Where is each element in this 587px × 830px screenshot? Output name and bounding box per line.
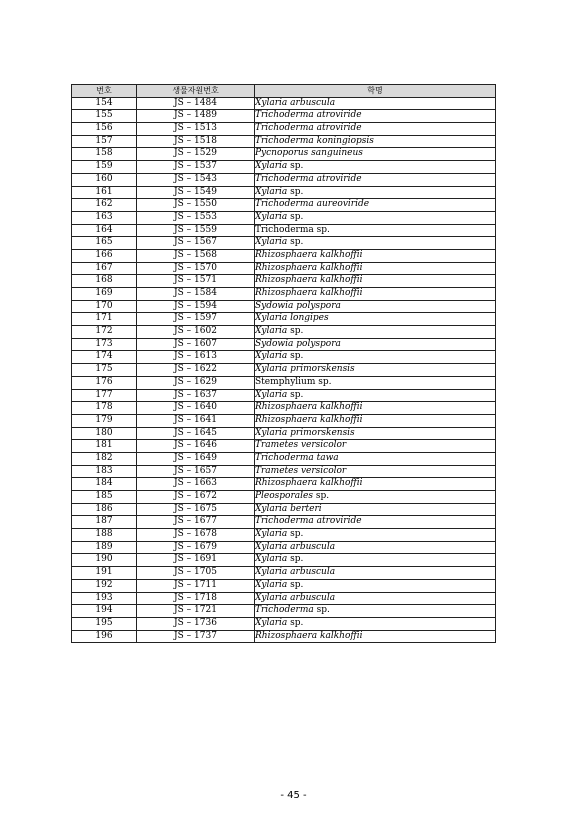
table-row [72,414,496,427]
scientific-name [255,465,496,478]
species-epithet: sp. [290,186,304,197]
table-row [72,503,496,516]
table-row [72,288,496,301]
bioresource-id: JS – 1537 [137,161,255,174]
species-epithet: arbuscula [290,541,336,552]
species-epithet: sp. [290,326,304,337]
bioresource-id: JS – 1529 [137,148,255,161]
bioresource-id: JS – 1637 [137,389,255,402]
genus-name: Xylaria [255,617,288,628]
row-number: 158 [72,148,137,161]
table-row [72,249,496,262]
row-number: 161 [72,186,137,199]
table-row [72,211,496,224]
genus-name: Trichoderma [255,173,314,184]
table-row [72,123,496,136]
species-epithet: kalkhoffii [320,630,363,641]
scientific-name [255,541,496,554]
row-number: 169 [72,288,137,301]
bioresource-id: JS – 1737 [137,630,255,643]
species-epithet: sp. [290,579,304,590]
genus-name: Rhizosphaera [255,402,318,413]
row-number: 163 [72,211,137,224]
table-row [72,148,496,161]
species-epithet: aureoviride [316,199,370,210]
header-number: 번호 [72,85,137,98]
table-row [72,427,496,440]
row-number: 190 [72,554,137,567]
scientific-name [255,110,496,123]
genus-name: Trichoderma [255,452,314,463]
row-number: 177 [72,389,137,402]
genus-name: Xylaria [255,592,288,603]
species-epithet: polyspora [296,338,341,349]
bioresource-id: JS – 1677 [137,516,255,529]
genus-name: Xylaria [255,237,288,248]
species-epithet: atroviride [316,123,362,134]
scientific-name [255,630,496,643]
species-epithet: arbuscula [290,97,336,108]
species-epithet: kalkhoffii [320,478,363,489]
table-row [72,300,496,313]
row-number: 174 [72,351,137,364]
table-row [72,237,496,250]
row-number: 172 [72,326,137,339]
species-epithet: sp. [316,224,330,235]
scientific-name [255,592,496,605]
row-number: 187 [72,516,137,529]
genus-name: Trametes [255,440,299,451]
genus-name: Xylaria [255,579,288,590]
scientific-name [255,338,496,351]
genus-name: Rhizosphaera [255,414,318,425]
scientific-name [255,605,496,618]
table-row [72,135,496,148]
genus-name: Rhizosphaera [255,630,318,641]
row-number: 168 [72,275,137,288]
table-row [72,440,496,453]
row-number: 154 [72,97,137,110]
scientific-name [255,148,496,161]
scientific-name [255,503,496,516]
row-number: 157 [72,135,137,148]
genus-name: Xylaria [255,211,288,222]
bioresource-id: JS – 1568 [137,249,255,262]
table-header [72,85,496,98]
row-number: 159 [72,161,137,174]
species-epithet: primorskensis [290,364,355,375]
table-row [72,554,496,567]
genus-name: Rhizosphaera [255,249,318,260]
row-number: 180 [72,427,137,440]
table-row [72,224,496,237]
page-number: - 45 - [280,790,307,801]
genus-name: Xylaria [255,161,288,172]
bioresource-id: JS – 1613 [137,351,255,364]
genus-name: Rhizosphaera [255,262,318,273]
table-row [72,465,496,478]
scientific-name [255,516,496,529]
row-number: 188 [72,529,137,542]
species-epithet: sp. [316,605,330,616]
scientific-name [255,567,496,580]
species-epithet: sanguineus [311,148,363,159]
row-number: 189 [72,541,137,554]
scientific-name [255,249,496,262]
header-row [72,85,496,98]
genus-name: Trametes [255,465,299,476]
species-epithet: koningiopsis [316,135,374,146]
genus-name: Xylaria [255,427,288,438]
row-number: 173 [72,338,137,351]
row-number: 191 [72,567,137,580]
table-row [72,313,496,326]
bioresource-id: JS – 1646 [137,440,255,453]
species-epithet: versicolor [300,440,347,451]
species-epithet: sp. [290,529,304,540]
genus-name: Sydowia [255,338,294,349]
species-epithet: sp. [290,554,304,565]
genus-name: Xylaria [255,529,288,540]
species-epithet: sp. [318,376,332,387]
scientific-name [255,617,496,630]
table-row [72,541,496,554]
bioresource-id: JS – 1679 [137,541,255,554]
row-number: 162 [72,199,137,212]
row-number: 160 [72,173,137,186]
row-number: 193 [72,592,137,605]
scientific-name [255,199,496,212]
bioresource-id: JS – 1584 [137,288,255,301]
table-row [72,173,496,186]
row-number: 166 [72,249,137,262]
row-number: 176 [72,376,137,389]
row-number: 196 [72,630,137,643]
genus-name: Xylaria [255,541,288,552]
table-row [72,338,496,351]
scientific-name [255,211,496,224]
genus-name: Sydowia [255,300,294,311]
species-epithet: kalkhoffii [320,288,363,299]
scientific-name [255,186,496,199]
bioresource-id: JS – 1645 [137,427,255,440]
bioresource-id: JS – 1657 [137,465,255,478]
species-epithet: kalkhoffii [320,262,363,273]
scientific-name [255,288,496,301]
species-epithet: tawa [316,452,339,463]
row-number: 167 [72,262,137,275]
species-epithet: longipes [290,313,329,324]
genus-name: Xylaria [255,313,288,324]
species-epithet: berteri [290,503,322,514]
table-row [72,617,496,630]
bioresource-id: JS – 1640 [137,402,255,415]
table-row [72,376,496,389]
table-row [72,351,496,364]
scientific-name [255,554,496,567]
table-row [72,529,496,542]
bioresource-id: JS – 1594 [137,300,255,313]
bioresource-id: JS – 1721 [137,605,255,618]
genus-name: Trichoderma [255,110,314,121]
bioresource-id: JS – 1672 [137,491,255,504]
row-number: 164 [72,224,137,237]
bioresource-id: JS – 1718 [137,592,255,605]
scientific-name [255,224,496,237]
genus-name: Trichoderma [255,199,314,210]
row-number: 183 [72,465,137,478]
scientific-name [255,300,496,313]
table-row [72,97,496,110]
scientific-name [255,173,496,186]
species-epithet: sp. [315,491,330,502]
bioresource-id: JS – 1559 [137,224,255,237]
table-row [72,326,496,339]
bioresource-id: JS – 1711 [137,579,255,592]
species-epithet: kalkhoffii [320,249,363,260]
bioresource-id: JS – 1549 [137,186,255,199]
row-number: 175 [72,364,137,377]
bioresource-id: JS – 1736 [137,617,255,630]
row-number: 181 [72,440,137,453]
scientific-name [255,427,496,440]
row-number: 171 [72,313,137,326]
table-row [72,389,496,402]
bioresource-id: JS – 1484 [137,97,255,110]
table-row [72,452,496,465]
bioresource-id: JS – 1649 [137,452,255,465]
genus-name: Stemphylium [255,376,316,387]
genus-name: Xylaria [255,554,288,565]
row-number: 184 [72,478,137,491]
bioresource-id: JS – 1543 [137,173,255,186]
genus-name: Xylaria [255,567,288,578]
bioresource-id: JS – 1513 [137,123,255,136]
table-row [72,262,496,275]
scientific-name [255,275,496,288]
bioresource-id: JS – 1567 [137,237,255,250]
species-epithet: primorskensis [290,427,355,438]
scientific-name [255,262,496,275]
genus-name: Trichoderma [255,605,314,616]
table-row [72,275,496,288]
species-epithet: kalkhoffii [320,275,363,286]
row-number: 194 [72,605,137,618]
scientific-name [255,389,496,402]
species-epithet: atroviride [316,173,362,184]
bioresource-id: JS – 1678 [137,529,255,542]
bioresource-id: JS – 1691 [137,554,255,567]
scientific-name [255,376,496,389]
bioresource-id: JS – 1602 [137,326,255,339]
row-number: 195 [72,617,137,630]
scientific-name [255,326,496,339]
scientific-name [255,313,496,326]
scientific-name [255,478,496,491]
species-epithet: polyspora [296,300,341,311]
genus-name: Xylaria [255,389,288,400]
species-epithet: sp. [290,237,304,248]
table-row [72,199,496,212]
row-number: 185 [72,491,137,504]
table-row [72,579,496,592]
scientific-name [255,161,496,174]
species-epithet: kalkhoffii [320,414,363,425]
scientific-name [255,414,496,427]
bioresource-id: JS – 1553 [137,211,255,224]
genus-name: Xylaria [255,364,288,375]
genus-name: Xylaria [255,351,288,362]
species-epithet: kalkhoffii [320,402,363,413]
bioresource-id: JS – 1622 [137,364,255,377]
bioresource-id: JS – 1571 [137,275,255,288]
species-epithet: atroviride [316,516,362,527]
row-number: 165 [72,237,137,250]
scientific-name [255,351,496,364]
scientific-name [255,135,496,148]
scientific-name [255,440,496,453]
species-epithet: sp. [290,389,304,400]
bioresource-id: JS – 1705 [137,567,255,580]
row-number: 182 [72,452,137,465]
table-row [72,478,496,491]
row-number: 156 [72,123,137,136]
bioresource-id: JS – 1597 [137,313,255,326]
table-row [72,161,496,174]
scientific-name [255,491,496,504]
genus-name: Xylaria [255,186,288,197]
bioresource-id: JS – 1518 [137,135,255,148]
species-epithet: atroviride [316,110,362,121]
table-row [72,592,496,605]
table-row [72,186,496,199]
row-number: 178 [72,402,137,415]
genus-name: Trichoderma [255,135,314,146]
scientific-name [255,452,496,465]
genus-name: Rhizosphaera [255,288,318,299]
row-number: 192 [72,579,137,592]
table-row [72,491,496,504]
bioresource-id: JS – 1489 [137,110,255,123]
table-body [72,97,496,643]
row-number: 186 [72,503,137,516]
scientific-name [255,579,496,592]
row-number: 179 [72,414,137,427]
genus-name: Trichoderma [255,224,314,235]
scientific-name [255,529,496,542]
species-epithet: sp. [290,161,304,172]
genus-name: Xylaria [255,97,288,108]
genus-name: Trichoderma [255,123,314,134]
species-epithet: sp. [290,211,304,222]
scientific-name [255,364,496,377]
row-number: 155 [72,110,137,123]
genus-name: Xylaria [255,326,288,337]
row-number: 170 [72,300,137,313]
genus-name: Rhizosphaera [255,275,318,286]
header-scientific-name: 학명 [255,85,496,98]
table-row [72,364,496,377]
table-row [72,516,496,529]
species-epithet: versicolor [300,465,347,476]
species-epithet: arbuscula [290,592,336,603]
table-row [72,110,496,123]
scientific-name [255,237,496,250]
genus-name: Pleosporales [255,491,313,502]
genus-name: Trichoderma [255,516,314,527]
bioresource-id: JS – 1570 [137,262,255,275]
scientific-name [255,123,496,136]
genus-name: Rhizosphaera [255,478,318,489]
species-epithet: sp. [290,617,304,628]
species-table [71,84,496,643]
table-row [72,605,496,618]
table-row [72,630,496,643]
bioresource-id: JS – 1607 [137,338,255,351]
bioresource-id: JS – 1641 [137,414,255,427]
bioresource-id: JS – 1663 [137,478,255,491]
genus-name: Pycnoporus [255,148,309,159]
scientific-name [255,402,496,415]
table-row [72,567,496,580]
bioresource-id: JS – 1675 [137,503,255,516]
scientific-name [255,97,496,110]
header-bioresource-id: 생물자원번호 [137,85,255,98]
table-row [72,402,496,415]
species-epithet: arbuscula [290,567,336,578]
species-epithet: sp. [290,351,304,362]
genus-name: Xylaria [255,503,288,514]
bioresource-id: JS – 1629 [137,376,255,389]
bioresource-id: JS – 1550 [137,199,255,212]
